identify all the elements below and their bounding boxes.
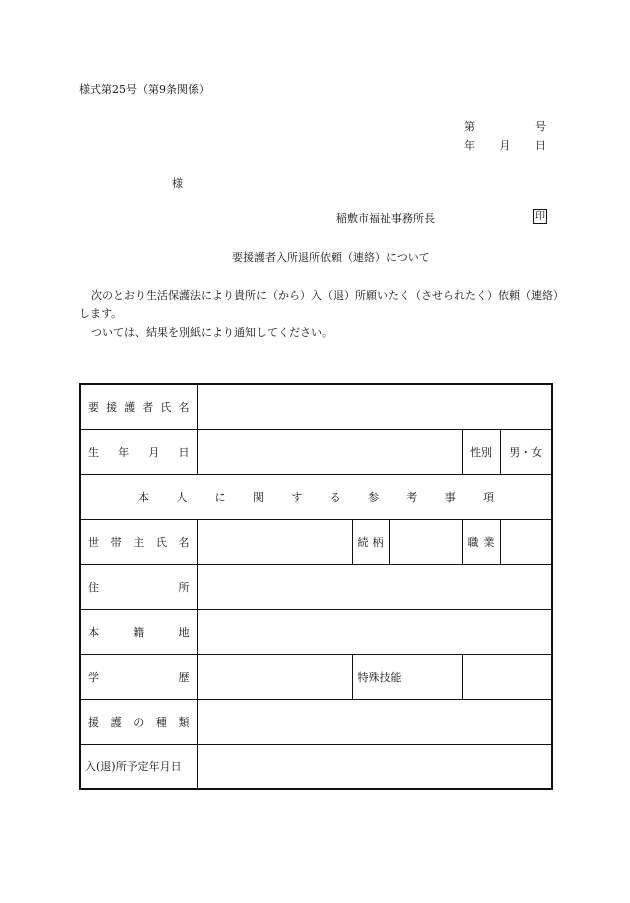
label-char: 項	[482, 490, 494, 504]
label-birth-date	[80, 429, 197, 474]
label-domicile	[80, 609, 197, 654]
label-char: 事	[444, 490, 456, 504]
value-occupation[interactable]	[500, 519, 552, 564]
row-householder	[80, 519, 552, 564]
label-char: す	[291, 490, 303, 504]
row-birth	[80, 429, 552, 474]
go-char: 号	[535, 120, 546, 133]
label-char: 柄	[372, 535, 384, 549]
day-char: 日	[535, 139, 546, 152]
dai-char: 第	[464, 120, 475, 133]
value-householder[interactable]	[197, 519, 352, 564]
label-char: 関	[252, 490, 264, 504]
label-char: 人	[176, 490, 188, 504]
value-birth-date[interactable]	[197, 429, 462, 474]
label-char: の	[133, 715, 145, 729]
value-address[interactable]	[197, 564, 552, 609]
label-char: 護	[110, 715, 122, 729]
label-char: 参	[367, 490, 379, 504]
value-applicant-name[interactable]	[197, 384, 552, 429]
label-char: 世	[88, 535, 99, 549]
label-education	[80, 654, 197, 699]
label-char: 種	[155, 715, 167, 729]
value-sex[interactable]: 男・女	[500, 429, 552, 474]
label-char: 護	[124, 400, 136, 414]
label-char: 年	[118, 445, 130, 459]
row-domicile	[80, 609, 552, 654]
label-char: 職	[467, 535, 479, 549]
label-applicant-name	[80, 384, 197, 429]
label-char: 業	[483, 535, 495, 549]
label-schedule-date: 入(退)所予定年月日	[80, 744, 197, 789]
label-char: 名	[178, 400, 190, 414]
body-line-1: 次のとおり生活保護法により貴所に（から）入（退）所願いたく（させられたく）依頼（連絡）	[91, 289, 564, 302]
label-sex: 性別	[462, 429, 500, 474]
sender-name: 稲敷市福祉事務所長	[336, 212, 435, 225]
body-line-3: ついては、結果を別紙により通知してください。	[91, 326, 333, 339]
value-education[interactable]	[197, 654, 352, 699]
label-char: に	[214, 490, 226, 504]
label-char: 籍	[133, 625, 145, 639]
row-assistance	[80, 699, 552, 744]
form-number: 様式第25号（第9条関係）	[79, 83, 210, 96]
label-char: 名	[178, 535, 190, 549]
label-char: 考	[406, 490, 418, 504]
row-section	[80, 474, 552, 519]
label-char: 生	[88, 445, 99, 459]
value-schedule-date[interactable]	[197, 744, 552, 789]
subject-line: 要援護者入所退所依頼（連絡）について	[232, 251, 430, 264]
value-assistance-type[interactable]	[197, 699, 552, 744]
label-householder	[80, 519, 197, 564]
value-relation[interactable]	[389, 519, 462, 564]
label-assistance-type	[80, 699, 197, 744]
addressee-suffix: 様	[172, 177, 183, 190]
label-char: 日	[178, 445, 190, 459]
row-schedule	[80, 744, 552, 789]
label-char: 氏	[155, 535, 167, 549]
row-name	[80, 384, 552, 429]
label-char: 住	[88, 580, 99, 594]
value-domicile[interactable]	[197, 609, 552, 654]
month-char: 月	[499, 139, 511, 152]
section-heading	[80, 474, 552, 519]
label-char: 援	[88, 715, 99, 729]
value-skills[interactable]	[462, 654, 552, 699]
label-char: 本	[88, 625, 99, 639]
label-char: 地	[178, 625, 190, 639]
label-char: 月	[148, 445, 160, 459]
row-address	[80, 564, 552, 609]
label-char: 氏	[160, 400, 172, 414]
seal-box: 印	[535, 211, 545, 222]
label-occupation	[462, 519, 500, 564]
request-form-table	[79, 383, 553, 790]
label-char: 本	[138, 490, 149, 504]
label-char: 者	[142, 400, 154, 414]
label-char: 学	[88, 670, 99, 684]
document-number	[464, 118, 546, 134]
label-char: 類	[178, 715, 190, 729]
row-education	[80, 654, 552, 699]
label-char: 続	[357, 535, 369, 549]
label-char: 所	[178, 580, 190, 594]
label-char: 援	[106, 400, 118, 414]
label-relation	[352, 519, 389, 564]
label-char: 帯	[110, 535, 122, 549]
label-address	[80, 564, 197, 609]
seal-mark	[533, 209, 547, 224]
label-char: る	[329, 490, 341, 504]
body-line-2: します。	[79, 307, 123, 320]
label-char: 要	[88, 400, 99, 414]
label-char: 歴	[178, 670, 190, 684]
label-skills: 特殊技能	[352, 654, 462, 699]
label-char: 主	[133, 535, 145, 549]
date-line	[464, 137, 546, 153]
year-char: 年	[464, 139, 475, 152]
